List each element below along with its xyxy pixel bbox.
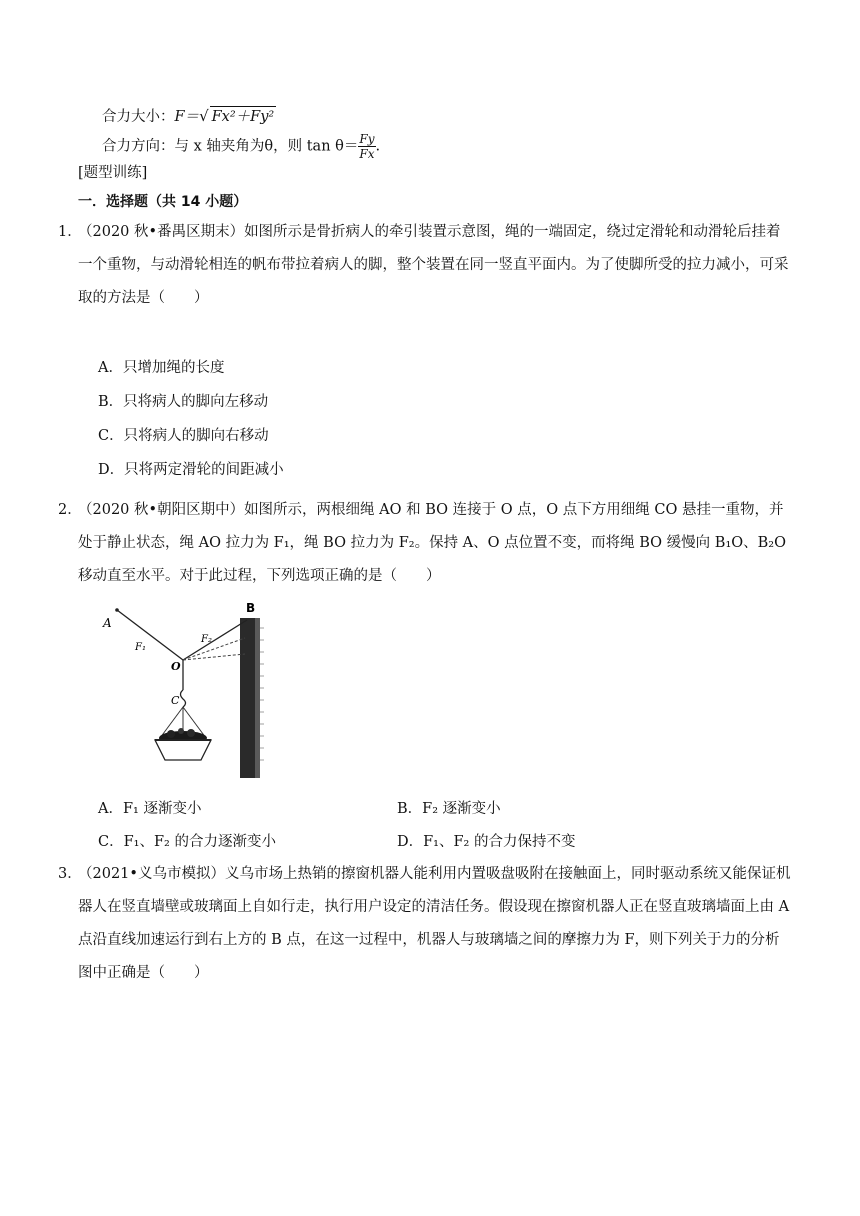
q2-figure bbox=[95, 598, 295, 783]
question-number: 3． bbox=[58, 866, 82, 882]
formula-magnitude-label: 合力大小： bbox=[102, 109, 175, 125]
label-o: O bbox=[171, 660, 181, 673]
question-text: （2021•义乌市模拟）义乌市场上热销的擦窗机器人能利用内置吸盘吸附在接触面上，同时驱动系统又能保证机器人在竖直墙壁或玻璃面上自如行走，执行用户设定的清洁任务。假设现在擦窗机器人正在竖直玻璃墙面上由 A 点沿直线加速运行到右上方的 B 点，在这一过程中，机器人与玻璃墙之间的摩擦力为 F，则下列关于力的分析图中正确是（ ） bbox=[78, 866, 791, 981]
q2-option-a[interactable]: A．F₁ 逐渐变小 bbox=[98, 801, 202, 817]
formula-direction bbox=[102, 132, 380, 161]
q1-option-a[interactable]: A．只增加绳的长度 bbox=[98, 360, 225, 376]
sqrt-sign: √ bbox=[199, 107, 209, 125]
training-heading: [题型训练] bbox=[78, 165, 148, 181]
pole-scale-ticks bbox=[260, 628, 264, 760]
formula-magnitude-lhs: F＝ bbox=[174, 109, 200, 125]
fraction-denominator: Fx bbox=[359, 147, 375, 161]
fraction-numerator: Fy bbox=[359, 132, 375, 146]
question-3 bbox=[58, 858, 794, 990]
q2-option-c[interactable]: C．F₁、F₂ 的合力逐渐变小 bbox=[98, 834, 276, 850]
label-a: A bbox=[103, 616, 112, 630]
section-heading: 一．选择题（共 14 小题） bbox=[78, 194, 248, 210]
formula-direction-end: . bbox=[375, 138, 381, 155]
q1-option-c[interactable]: C．只将病人的脚向右移动 bbox=[98, 428, 269, 444]
formula-direction-label: 合力方向：与 x 轴夹角为θ，则 tan θ＝ bbox=[102, 138, 359, 155]
pole-shade bbox=[255, 618, 260, 778]
basket bbox=[155, 740, 211, 760]
question-text: （2020 秋•番禺区期末）如图所示是骨折病人的牵引装置示意图，绳的一端固定，绕过定滑轮和动滑轮后挂着一个重物，与动滑轮相连的帆布带拉着病人的脚，整个装置在同一竖直平面内。为了使脚所受的拉力减小，可采取的方法是（ ） bbox=[78, 224, 789, 306]
q1-option-b[interactable]: B．只将病人的脚向左移动 bbox=[98, 394, 269, 410]
question-number: 2． bbox=[58, 502, 82, 518]
label-f2: F₂ bbox=[201, 634, 212, 645]
hook-icon bbox=[181, 690, 186, 707]
q1-option-d[interactable]: D．只将两定滑轮的间距减小 bbox=[98, 462, 284, 478]
q2-option-d[interactable]: D．F₁、F₂ 的合力保持不变 bbox=[397, 834, 576, 850]
q2-option-b[interactable]: B．F₂ 逐渐变小 bbox=[397, 801, 501, 817]
label-b: B bbox=[246, 601, 256, 615]
question-number: 1． bbox=[58, 224, 82, 240]
label-c: C bbox=[171, 694, 180, 707]
label-f1: F₁ bbox=[135, 642, 146, 653]
question-text: （2020 秋•朝阳区期中）如图所示，两根细绳 AO 和 BO 连接于 O 点，O 点下方用细绳 CO 悬挂一重物，并处于静止状态，绳 AO 拉力为 F₁，绳 BO 拉力为 F₂。保持 A、O 点位置不变，而将绳 BO 缓慢向 B₁O、B₂O 移动直至水平。对于此过程，下列选项正确的是（ ） bbox=[78, 502, 786, 584]
formula-direction-fraction bbox=[358, 132, 375, 161]
question-1 bbox=[58, 216, 794, 315]
formula-magnitude-rhs: Fx²＋Fy² bbox=[210, 106, 277, 127]
point-a bbox=[115, 608, 119, 612]
rope-bo bbox=[183, 620, 247, 660]
question-2 bbox=[58, 494, 794, 593]
rope-ao bbox=[117, 610, 183, 660]
formula-magnitude bbox=[102, 106, 276, 127]
